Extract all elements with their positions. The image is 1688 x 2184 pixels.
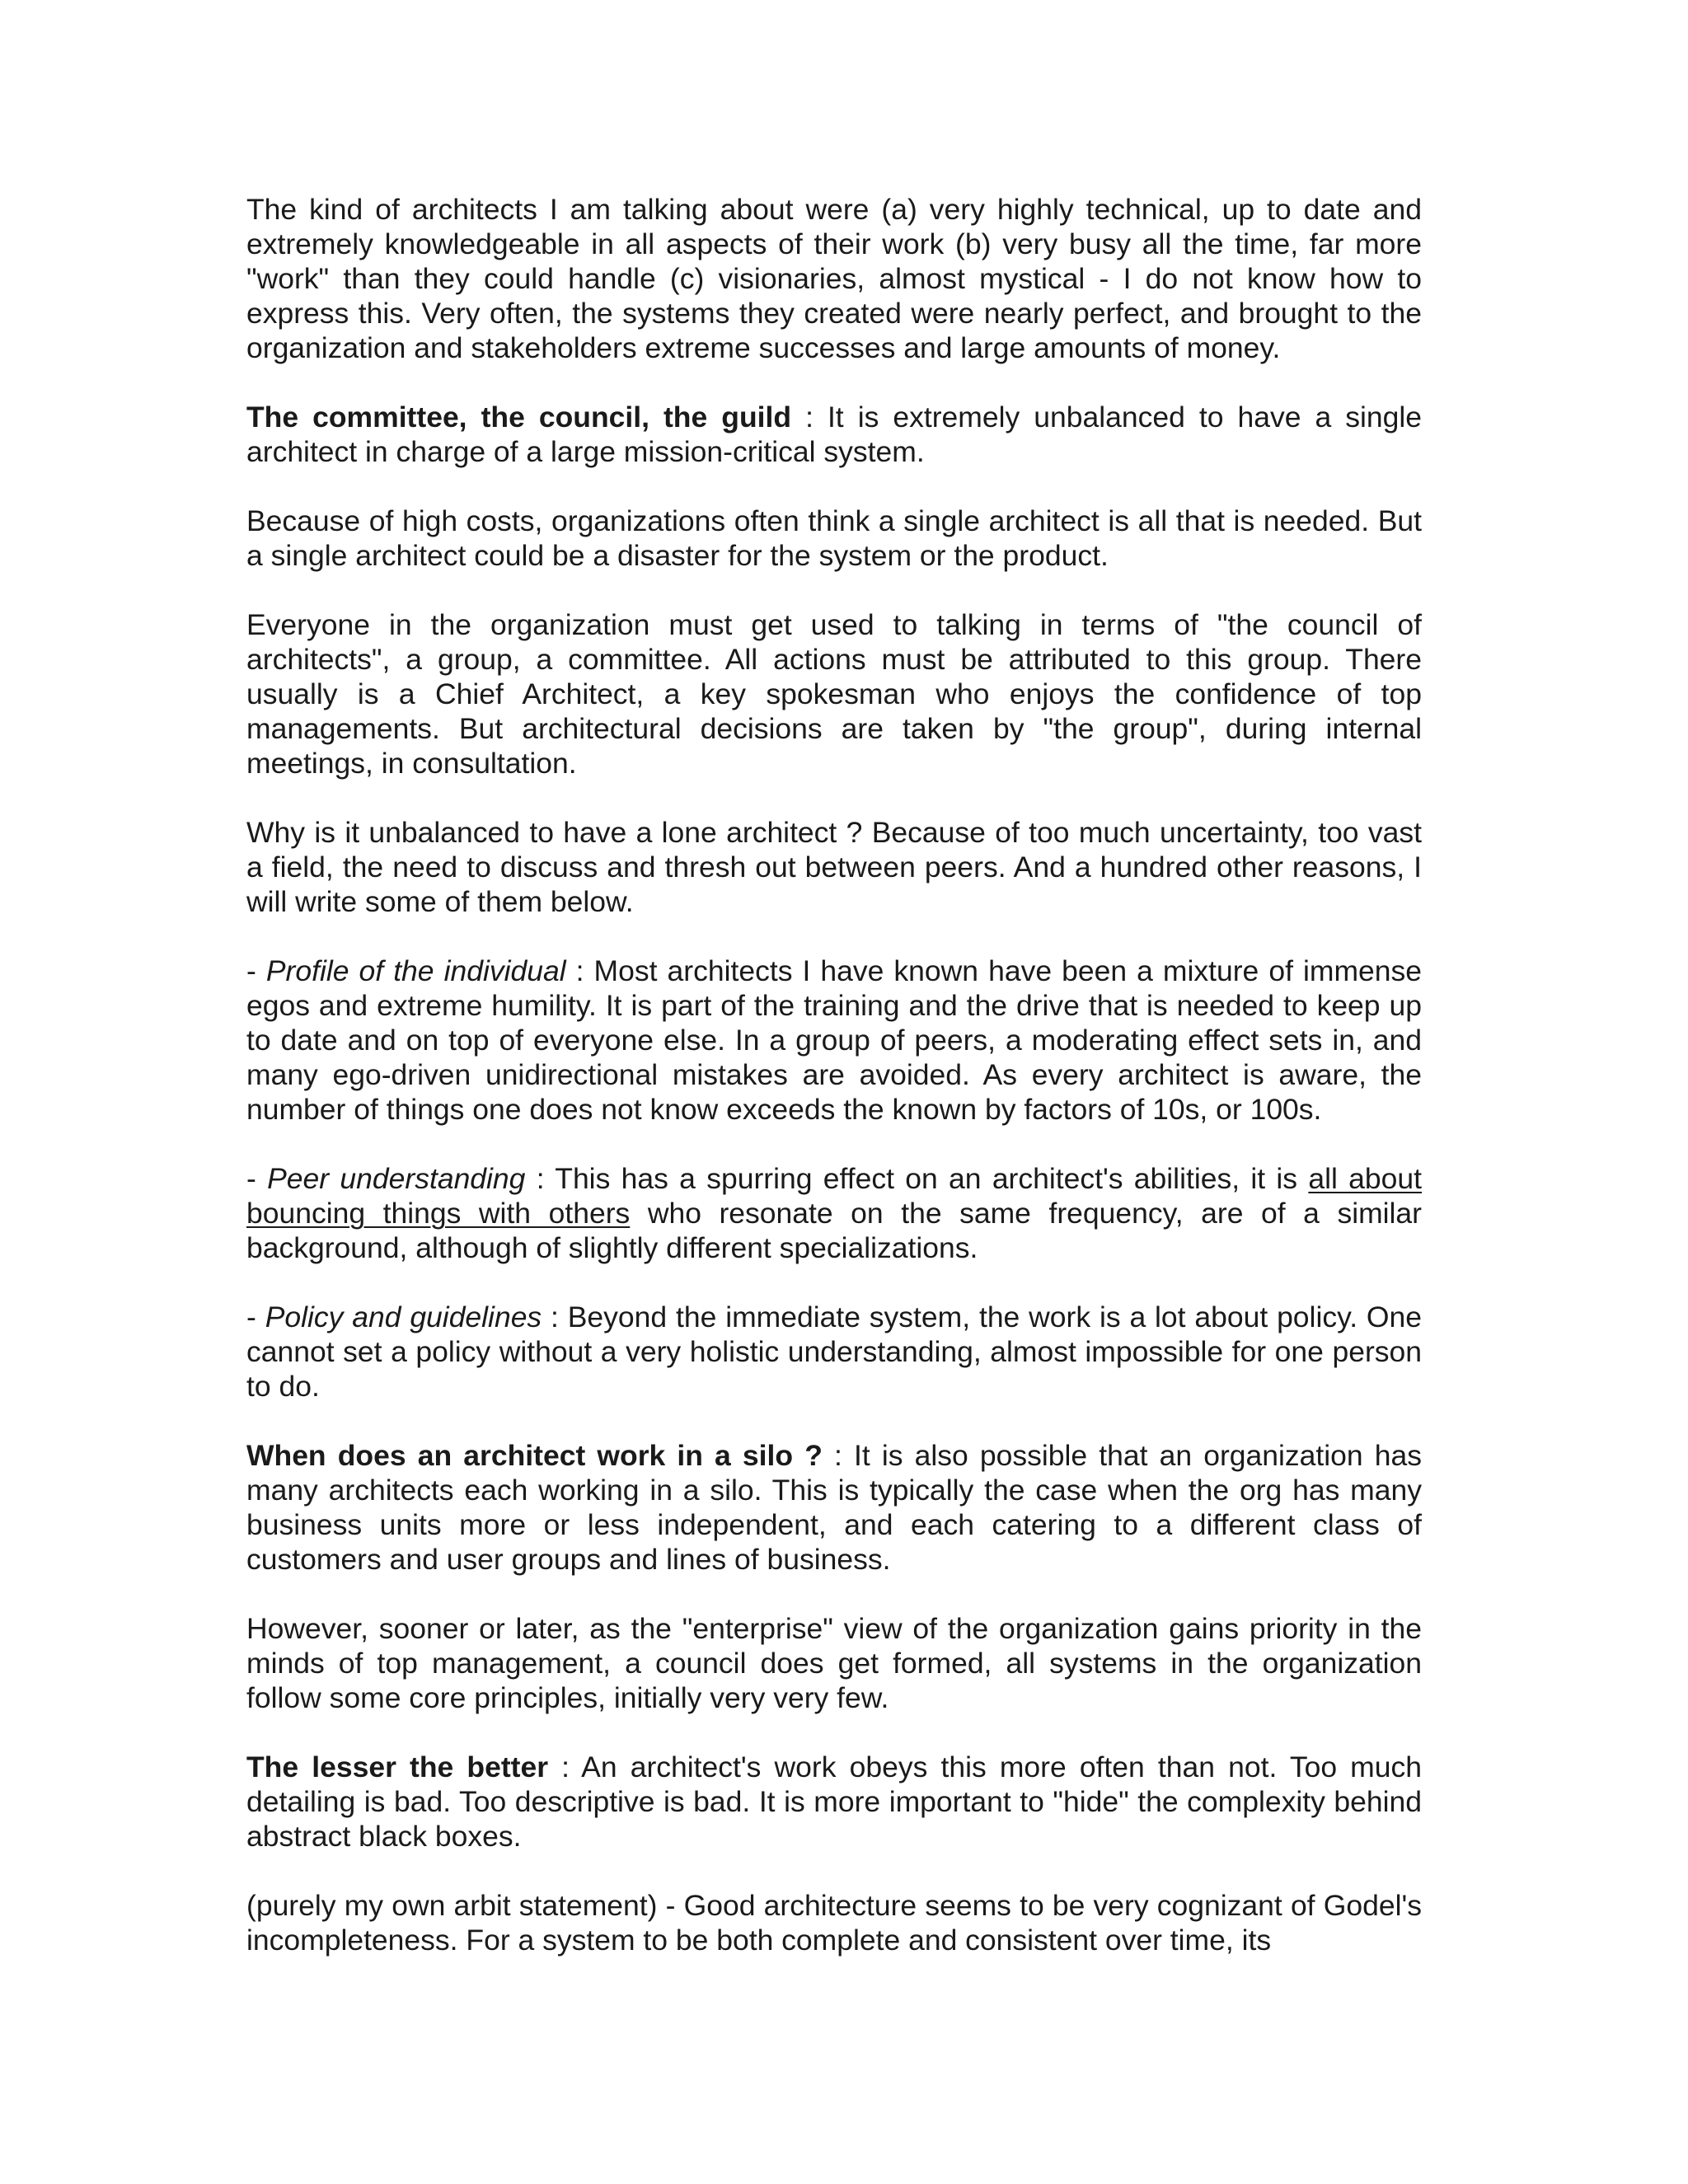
bold-heading: The lesser the better [246,1750,549,1783]
paragraph-lesser-the-better [246,1750,1422,1854]
text-segment: : An architect's work obeys this more often than not. Too much detailing is bad. Too descriptive is bad. It is more important to "hide" the complexity behind abstract black boxes. [246,1750,1422,1853]
paragraph-silo [246,1438,1422,1577]
text-segment: : It is extremely unbalanced to have a single architect in charge of a large mission-critical system. [246,401,1422,468]
text-segment: who resonate on the same frequency, are of a similar background, although of slightly different specializations. [246,1197,1422,1264]
underlined-phrase: all about bouncing things with others [246,1162,1423,1230]
text-segment: - [246,954,266,987]
text-segment: However, sooner or later, as the "enterprise" view of the organization gains priority in the minds of top management, a council does get formed, all systems in the organization follow some core principles, initially very very few. [246,1612,1422,1714]
paragraph-lone-architect [246,815,1422,919]
text-segment: (purely my own arbit statement) - Good architecture seems to be very cognizant of Godel's incompleteness. For a system to be both complete and consistent over time, its [246,1889,1422,1957]
text-segment: - [246,1162,268,1195]
text-segment: The kind of architects I am talking about were (a) very highly technical, up to date and extremely knowledgeable in all aspects of their work (b) very busy all the time, far more "work" than they could handle (c) visionaries, almost mystical - I do not know how to express this. Very often, the systems they created were nearly perfect, and brought to the organization and stakeholders extreme successes and large amounts of money. [246,193,1422,364]
paragraph-profile-individual [246,954,1422,1127]
text-segment: Because of high costs, organizations often think a single architect is all that is needed. But a single architect could be a disaster for the system or the product. [246,504,1422,572]
text-segment: : This has a spurring effect on an architect's abilities, it is [525,1162,1309,1195]
paragraph-enterprise-view [246,1611,1422,1715]
italic-term: Peer understanding [267,1162,526,1195]
text-segment: : Most architects I have known have been a mixture of immense egos and extreme humility. It is part of the training and the drive that is needed to keep up to date and on top of everyone else. In a group of peers, a moderating effect sets in, and many ego-driven unidirectional mistakes are avoided. As every architect is aware, the number of things one does not know exceeds the known by factors of 10s, or 100s. [246,954,1423,1126]
paragraph-high-costs [246,504,1422,573]
text-segment: : Beyond the immediate system, the work is a lot about policy. One cannot set a policy without a very holistic understanding, almost impossible for one person to do. [246,1301,1423,1403]
italic-term: Profile of the individual [265,954,566,987]
italic-term: Policy and guidelines [265,1301,542,1333]
paragraph-policy-guidelines [246,1300,1422,1404]
paragraph-godel-incompleteness [246,1888,1422,1957]
document-body [246,192,1422,1957]
text-segment: Everyone in the organization must get used to talking in terms of "the council of architects", a group, a committee. All actions must be attributed to this group. There usually is a Chief Architect, a key spokesman who enjoys the confidence of top managements. But architectural decisions are taken by "the group", during internal meetings, in consultation. [246,608,1422,780]
paragraph-architects-description [246,192,1422,365]
bold-heading: The committee, the council, the guild [246,401,792,434]
text-segment: : It is also possible that an organization has many architects each working in a silo. This is typically the case when the org has many business units more or less independent, and each catering to a different class of customers and user groups and lines of business. [246,1439,1423,1576]
paragraph-council-of-architects [246,607,1422,780]
paragraph-committee-council-guild [246,400,1422,469]
text-segment: - [246,1301,265,1333]
text-segment: Why is it unbalanced to have a lone architect ? Because of too much uncertainty, too vast a field, the need to discuss and thresh out between peers. And a hundred other reasons, I will write some of them below. [246,816,1422,918]
paragraph-peer-understanding [246,1161,1422,1265]
bold-heading: When does an architect work in a silo ? [246,1439,823,1472]
